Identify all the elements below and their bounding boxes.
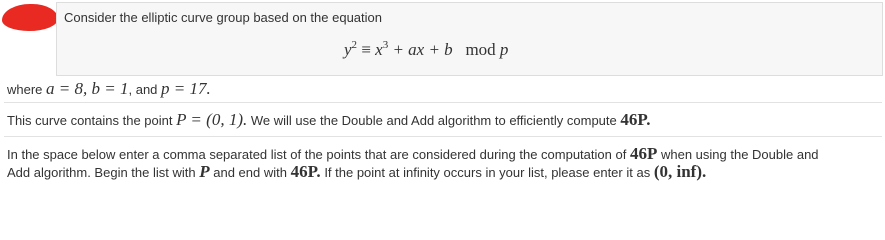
instr2-text2: and end with [213,165,287,180]
point-text1: This curve contains the point [7,113,173,128]
divider [4,102,882,103]
point-text2: We will use the Double and Add algorithm to efficiently compute [250,113,617,128]
instr1-text2: when using the Double and [660,147,819,162]
eq-x-exp: 3 [382,39,389,51]
point-p: P = (0, 1). [176,110,248,129]
curve-equation [344,39,508,60]
instr1-text1: In the space below enter a comma separated list of the points that are considered during the computation of [7,147,627,162]
point-target: 46P. [620,110,651,129]
eq-rest: + ax + b [392,40,453,59]
params-line [7,79,211,99]
point-line [7,110,650,130]
instr1-target: 46P [629,144,658,163]
divider [4,136,882,137]
eq-mod: mod [465,40,496,59]
instr2-end: 46P. [290,162,321,181]
eq-congruent: ≡ [361,40,371,59]
instr2-text3: If the point at infinity occurs in your list, please enter it as [324,165,651,180]
instr2-start: P [199,162,210,181]
params-ab: a = 8, b = 1 [46,79,129,98]
problem-header [56,2,883,76]
redaction-mark [2,4,58,31]
params-prefix: where [7,82,43,97]
eq-lhs-exp: 2 [351,39,358,51]
instruction-line-1 [7,144,819,164]
params-and: , and [128,82,158,97]
eq-lhs: y [344,40,352,59]
eq-modulus: p [499,40,509,59]
instr2-inf: (0, inf). [653,162,707,181]
intro-text: Consider the elliptic curve group based on the equation [64,10,382,25]
params-p: p = 17. [161,79,211,98]
instruction-line-2 [7,162,706,182]
eq-x: x [375,40,383,59]
instr2-text1: Add algorithm. Begin the list with [7,165,196,180]
